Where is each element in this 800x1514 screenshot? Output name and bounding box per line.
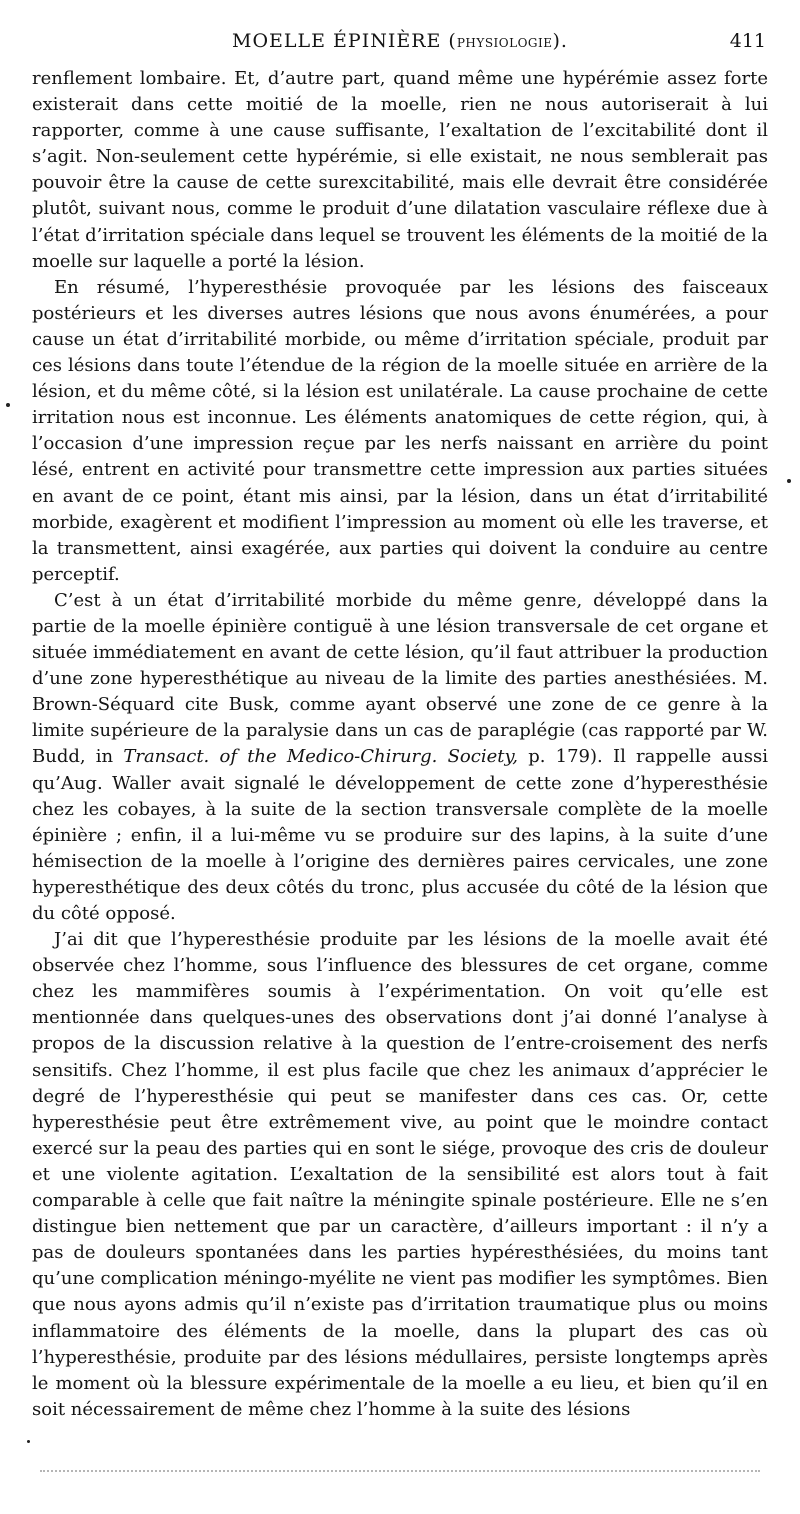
- body-text: [32, 66, 768, 1423]
- page-number: 411: [729, 30, 766, 52]
- citation-journal-title: Transact. of the Medico-Chirurg. Society,: [123, 746, 518, 768]
- running-title-main: MOELLE ÉPINIÈRE (: [232, 30, 457, 52]
- running-header: [32, 30, 768, 60]
- margin-speck: [6, 403, 10, 407]
- margin-speck: [787, 479, 791, 483]
- paragraph-summary: En résumé, l’hyperesthésie provoquée par les lésions des faisceaux postérieurs et les diverses autres lésions que nous avons énumérées, a pour cause un état d’irritabilité morbide, ou même d’irritation spéciale, produit par ces lésions dans toute l’étendue de la région de la moelle située en arrière de la lésion, et du même côté, si la lésion est unilatérale. La cause prochaine de cette irritation nous est inconnue. Les éléments anatomiques de cette région, qui, à l’occasion d’une impression reçue par les nerfs naissant en arrière du point lésé, entrent en activité pour transmettre cette impression aux parties situées en avant de ce point, étant mis ainsi, par la lésion, dans un état d’irritabilité morbide, exagèrent et modifient l’impression au moment où elle les traverse, et la transmettent, ainsi exagérée, aux parties qui doivent la conduire au centre perceptif.: [32, 276, 768, 585]
- paragraph-continued: renflement lombaire. Et, d’autre part, quand même une hypérémie assez forte existerait dans cette moitié de la moelle, rien ne nous autoriserait à lui rapporter, comme à une cause suffisante, l’exaltation de l’excitabilité dont il s’agit. Non-seulement cette hypérémie, si elle existait, ne nous semblerait pas pouvoir être la cause de cette surexcitabilité, mais elle devrait être considérée plutôt, suivant nous, comme le produit d’une dilatation vasculaire réflexe due à l’état d’irritation spéciale dans lequel se trouvent les éléments de la moitié de la moelle sur laquelle a porté la lésion.: [32, 68, 768, 272]
- paragraph-zone-hyperesthetique: [32, 588, 768, 927]
- running-title-end: ).: [552, 30, 568, 52]
- paragraph-text-before-citation: C’est à un état d’irritabilité morbide du même genre, développé dans la partie de la moelle épinière contiguë à une lésion transversale de cet organe et située immédiatement en avant de cette lésion, qu’il faut attribuer la production d’une zone hyperesthétique au niveau de la limite des parties anesthésiées. M. Brown-Séquard cite Busk, comme ayant observé une zone de ce genre à la limite supérieure de la paralysie dans un cas de paraplégie (cas rapporté par W. Budd, in: [32, 589, 768, 768]
- margin-speck: [27, 1440, 30, 1443]
- paragraph-text-after-citation: p. 179). Il rappelle aussi qu’Aug. Waller avait signalé le développement de cette zone d’hyperesthésie chez les cobayes, à la suite de la section transversale complète de la moelle épinière ; enfin, il a lui-même vu se produire sur des lapins, à la suite d’une hémisection de la moelle à l’origine des dernières paires cervicales, une zone hyperesthétique des deux côtés du tronc, plus accusée du côté de la lésion que du côté opposé.: [32, 746, 768, 924]
- running-title-subject: PHYSIOLOGIE: [456, 36, 553, 50]
- paragraph-observation-homme: J’ai dit que l’hyperesthésie produite par les lésions de la moelle avait été observée chez l’homme, sous l’influence des blessures de cet organe, comme chez les mammifères soumis à l’expérimentation. On voit qu’elle est mentionnée dans quelques-unes des observations dont j’ai donné l’analyse à propos de la discussion relative à la question de l’entre-croisement des nerfs sensitifs. Chez l’homme, il est plus facile que chez les animaux d’apprécier le degré de l’hyperesthésie qui peut se manifester dans ces cas. Or, cette hyperesthésie peut être extrêmement vive, au point que le moindre contact exercé sur la peau des parties qui en sont le siége, provoque des cris de douleur et une violente agitation. L’exaltation de la sensibilité est alors tout à fait comparable à celle que fait naître la méningite spinale postérieure. Elle ne s’en distingue bien nettement que par un caractère, d’ailleurs important : il n’y a pas de douleurs spontanées dans les parties hypéresthésiées, du moins tant qu’une complication méningo-myélite ne vient pas modifier les symptômes. Bien que nous ayons admis qu’il n’existe pas d’irritation traumatique plus ou moins inflammatoire des éléments de la moelle, dans la plupart des cas où l’hyperesthésie, produite par des lésions médullaires, persiste longtemps après le moment où la blessure expérimentale de la moelle a eu lieu, et bien qu’il en soit nécessairement de même chez l’homme à la suite des lésions: [32, 929, 768, 1420]
- bottom-bleed-through: [40, 1470, 760, 1472]
- running-title: [32, 30, 768, 52]
